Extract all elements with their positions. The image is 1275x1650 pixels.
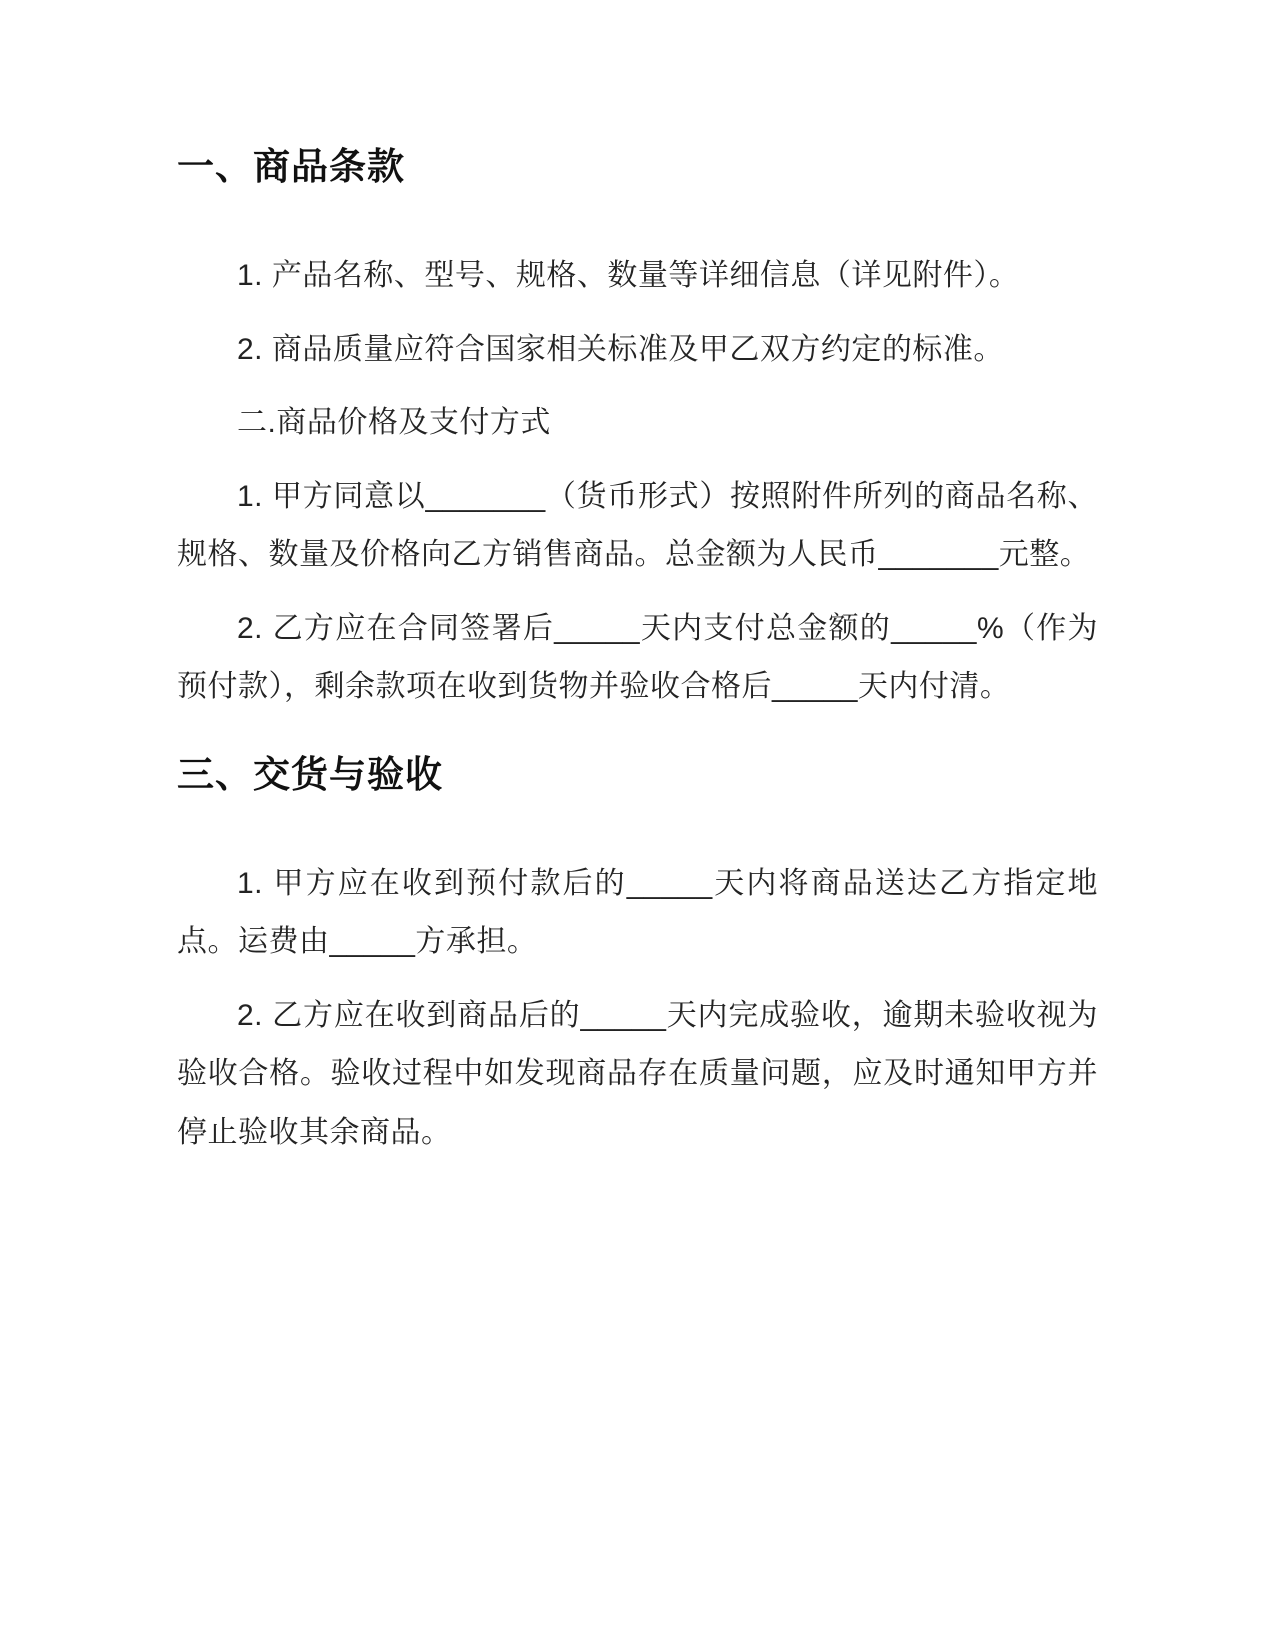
paragraph-acceptance-terms: 2. 乙方应在收到商品后的_____天内完成验收，逾期未验收视为验收合格。验收过程中如发现商品存在质量问题，应及时通知甲方并停止验收其余商品。 — [177, 998, 1098, 1149]
paragraph-product-details: 1. 产品名称、型号、规格、数量等详细信息（详见附件）。 — [237, 259, 1020, 293]
paragraph-price-terms: 1. 甲方同意以_______（货币形式）按照附件所列的商品名称、规格、数量及价格向乙方销售商品。总金额为人民币_______元整。 — [177, 479, 1098, 572]
section-goods-terms — [177, 143, 1098, 717]
section-heading-delivery-acceptance: 三、交货与验收 — [177, 753, 443, 795]
subheading-price-and-payment: 二.商品价格及支付方式 — [237, 406, 551, 440]
section-heading-goods-terms: 一、商品条款 — [177, 146, 405, 187]
paragraph-delivery-terms: 1. 甲方应在收到预付款后的_____天内将商品送达乙方指定地点。运费由_____方承担。 — [177, 866, 1098, 959]
section-delivery-acceptance — [177, 751, 1098, 1163]
paragraph-payment-terms: 2. 乙方应在合同签署后_____天内支付总金额的_____%（作为预付款），剩余款项在收到货物并验收合格后_____天内付清。 — [177, 611, 1098, 704]
paragraph-quality-standard: 2. 商品质量应符合国家相关标准及甲乙双方约定的标准。 — [237, 332, 1004, 366]
